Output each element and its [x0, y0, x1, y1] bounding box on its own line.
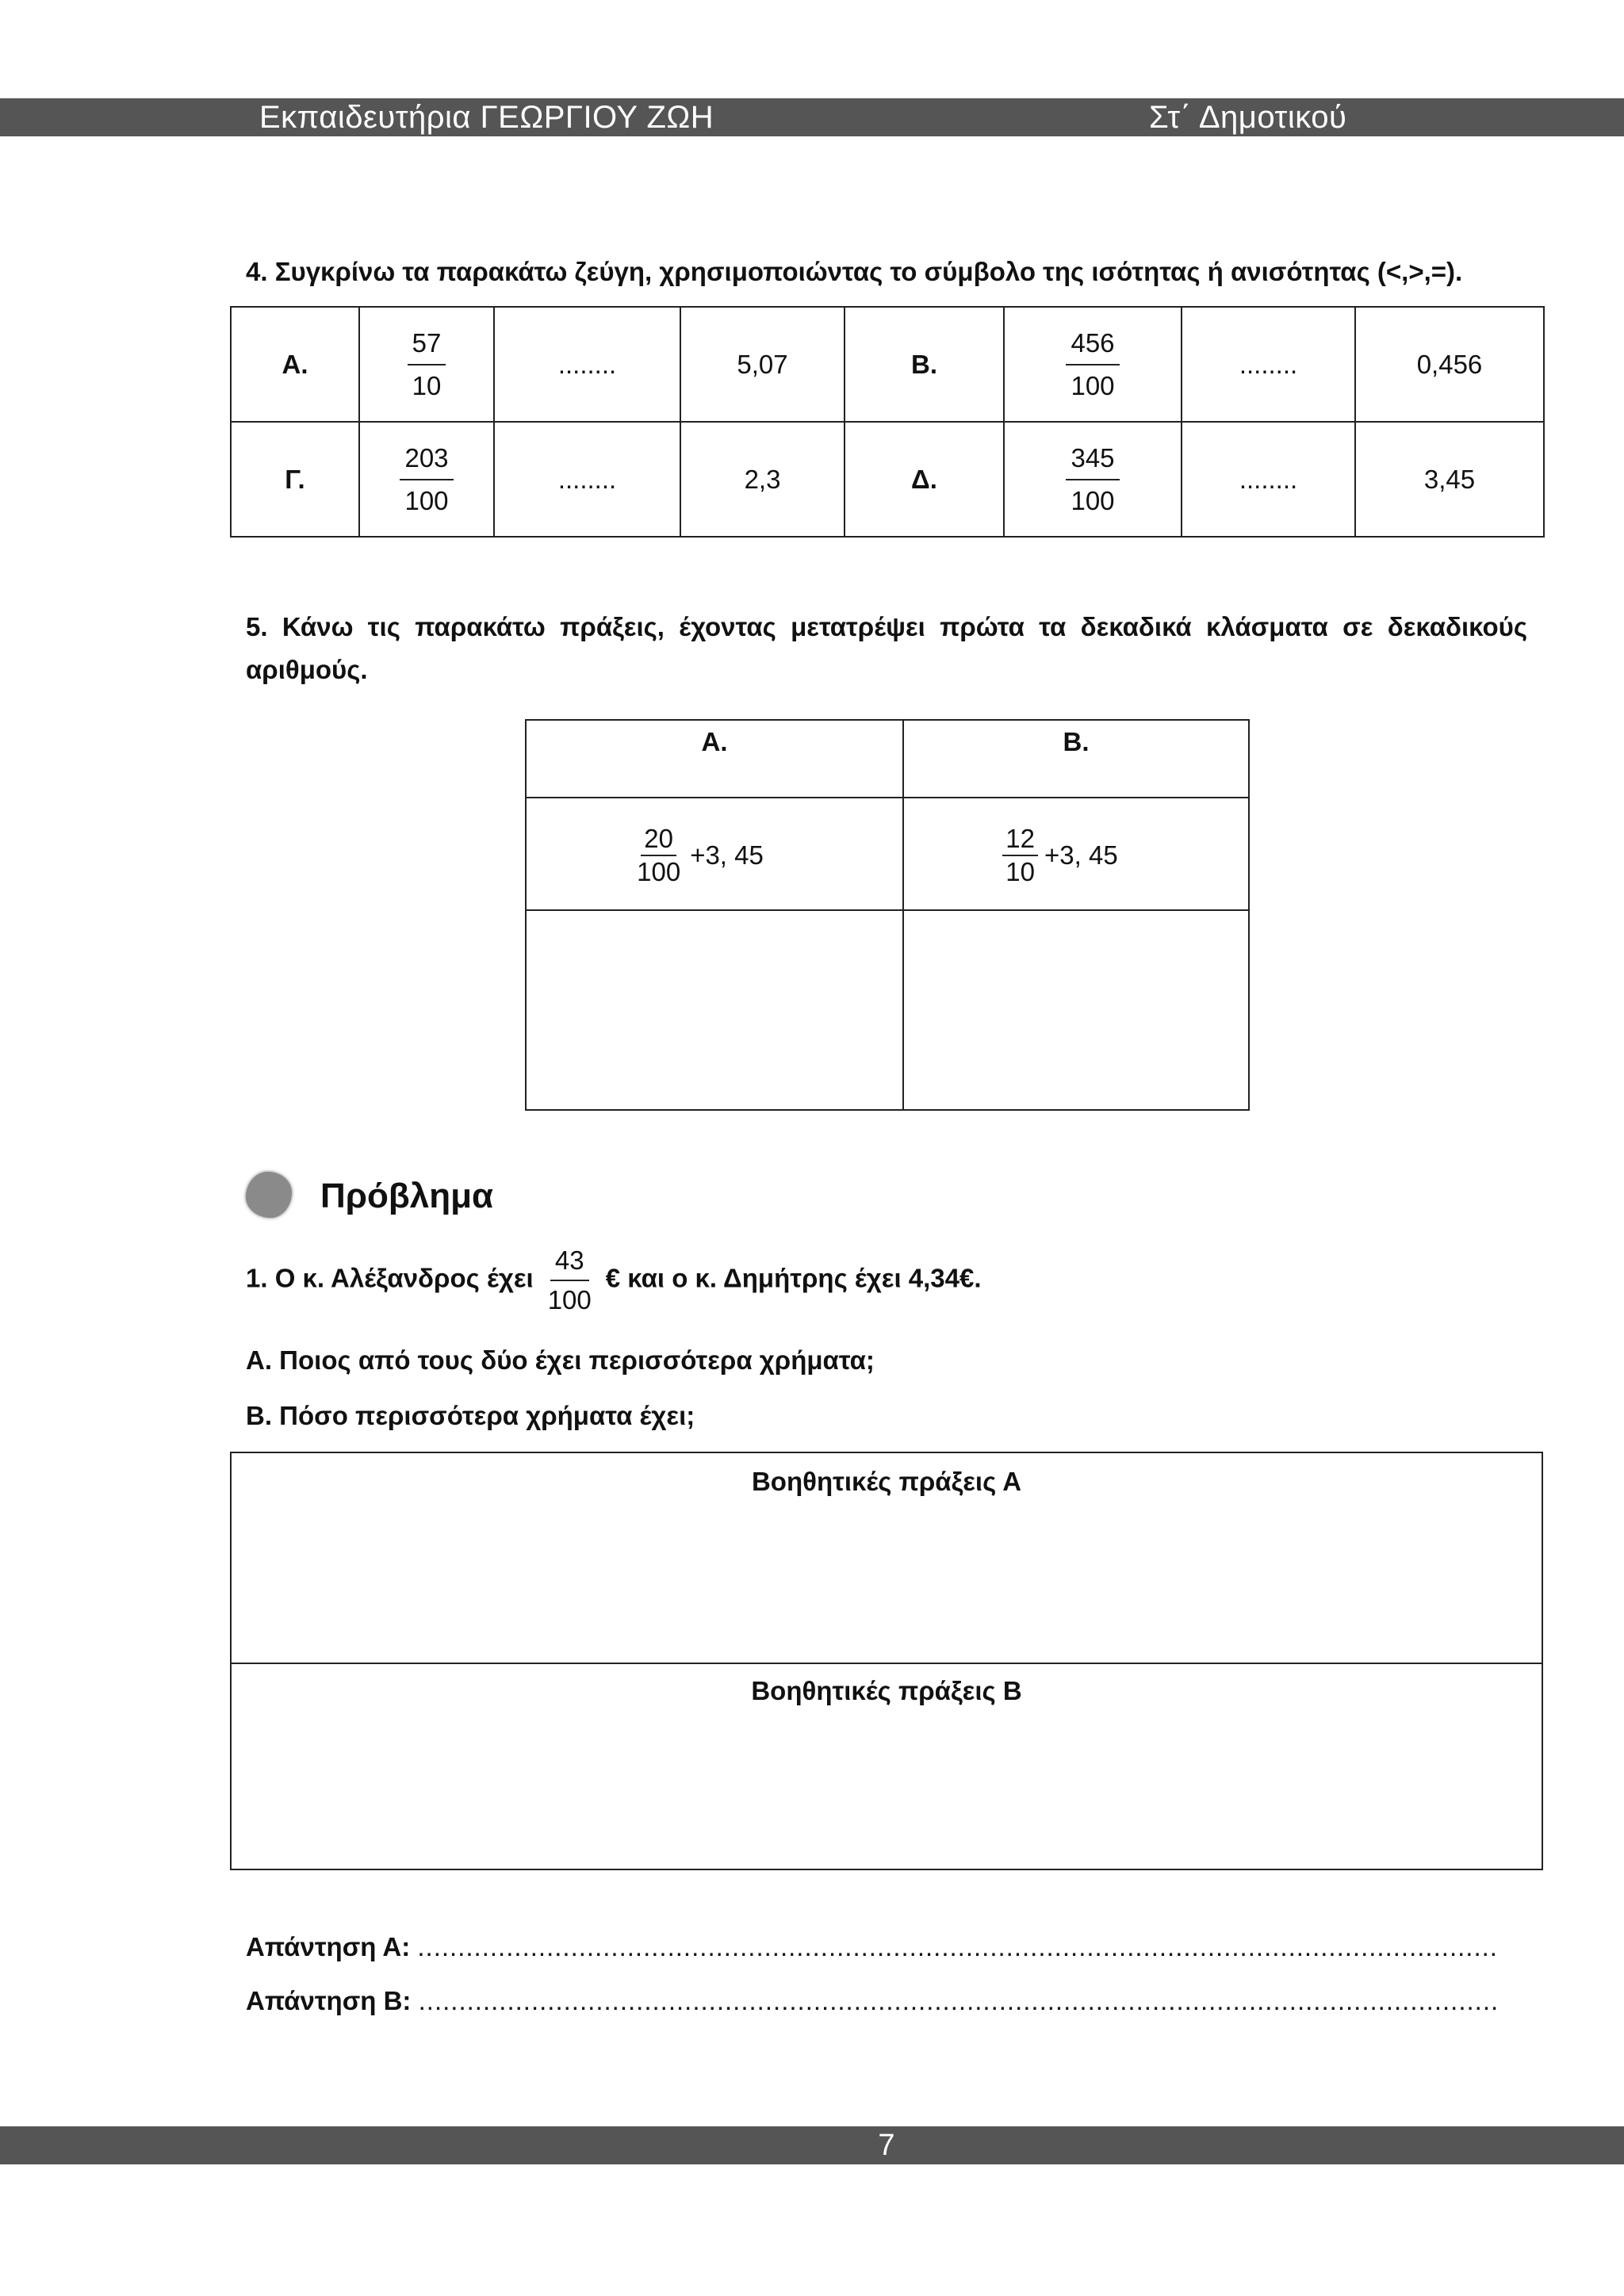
fraction-numerator: 43 [550, 1246, 589, 1281]
column-header-a: Α. [526, 720, 903, 798]
expression-a [526, 798, 903, 910]
problem-heading: Πρόβλημα [320, 1177, 494, 1215]
fraction-cell [1004, 422, 1182, 537]
work-divider [232, 1663, 1542, 1664]
decimal-value: 0,456 [1355, 307, 1544, 422]
fraction-denominator: 100 [637, 856, 681, 886]
comparison-blank[interactable]: ........ [494, 307, 680, 422]
fraction-cell [359, 422, 494, 537]
page-number: 7 [878, 2129, 895, 2162]
answer-a-line[interactable] [246, 1930, 1498, 1965]
item-label: Α. [231, 307, 359, 422]
expression-b [903, 798, 1249, 910]
answer-b-line[interactable] [246, 1984, 1499, 2019]
comparison-blank[interactable]: ........ [494, 422, 680, 537]
decimal-value: 5,07 [680, 307, 845, 422]
fraction-cell [1004, 307, 1182, 422]
fraction-numerator: 57 [408, 329, 446, 365]
problem-statement [246, 1246, 982, 1314]
question-b: Β. Πόσο περισσότερα χρήματα έχει; [246, 1401, 695, 1430]
exercise-5-title-line2: αριθμούς. [246, 655, 368, 684]
answer-a-dots: ...................................................................................................................................... [417, 1932, 1498, 1961]
fraction-numerator: 345 [1066, 444, 1119, 480]
school-name: Εκπαιδευτήρια ΓΕΩΡΓΙΟΥ ΖΩΗ [259, 100, 714, 135]
footer-bar [0, 2126, 1624, 2164]
comparison-table [230, 306, 1545, 538]
operations-table [525, 719, 1250, 1111]
grade-label: Στ΄ Δημοτικού [1149, 100, 1347, 135]
expression-rest: +3, 45 [690, 840, 764, 870]
fraction-denominator: 100 [404, 485, 449, 515]
decimal-value: 3,45 [1355, 422, 1544, 537]
fraction-numerator: 203 [400, 444, 453, 480]
fraction-denominator: 10 [1005, 856, 1036, 886]
helper-work-box[interactable] [230, 1452, 1543, 1870]
answer-b-dots: ...................................................................................................................................... [418, 1986, 1500, 2015]
answer-b-label: Απάντηση Β: [246, 1986, 412, 2015]
column-header-b: Β. [903, 720, 1249, 798]
fraction-denominator: 100 [547, 1285, 592, 1314]
item-label: Β. [845, 307, 1004, 422]
header-bar [0, 98, 1624, 136]
fraction-denominator: 100 [1071, 370, 1115, 400]
fraction-numerator: 456 [1066, 329, 1119, 365]
comparison-blank[interactable]: ........ [1182, 422, 1355, 537]
fraction-denominator: 100 [1071, 485, 1115, 515]
helper-work-a-label: Βοηθητικές πράξεις Α [751, 1467, 1022, 1496]
statement-end: € και ο κ. Δημήτρης έχει 4,34€. [605, 1263, 982, 1293]
fraction-denominator: 10 [412, 370, 442, 400]
fraction-numerator: 20 [641, 826, 676, 856]
work-area-b[interactable] [903, 910, 1249, 1110]
item-label: Γ. [231, 422, 359, 537]
exercise-4-title: 4. Συγκρίνω τα παρακάτω ζεύγη, χρησιμοποιώντας το σύμβολο της ισότητας ή ανισότητας (<,>,=). [246, 257, 1463, 286]
helper-work-b-label: Βοηθητικές πράξεις Β [751, 1676, 1022, 1705]
decimal-value: 2,3 [680, 422, 845, 537]
comparison-blank[interactable]: ........ [1182, 307, 1355, 422]
work-area-a[interactable] [526, 910, 903, 1110]
fraction-cell [359, 307, 494, 422]
expression-rest: +3, 45 [1044, 840, 1118, 870]
question-a: Α. Ποιος από τους δύο έχει περισσότερα χρήματα; [246, 1345, 875, 1375]
bullet-blob-icon [246, 1172, 292, 1218]
answer-a-label: Απάντηση Α: [246, 1932, 411, 1961]
item-label: Δ. [845, 422, 1004, 537]
fraction-numerator: 12 [1002, 826, 1038, 856]
statement-start: 1. Ο κ. Αλέξανδρος έχει [246, 1263, 534, 1293]
exercise-5-title-line1: 5. Κάνω τις παρακάτω πράξεις, έχοντας μετατρέψει πρώτα τα δεκαδικά κλάσματα σε δεκαδικούς [246, 612, 1527, 641]
